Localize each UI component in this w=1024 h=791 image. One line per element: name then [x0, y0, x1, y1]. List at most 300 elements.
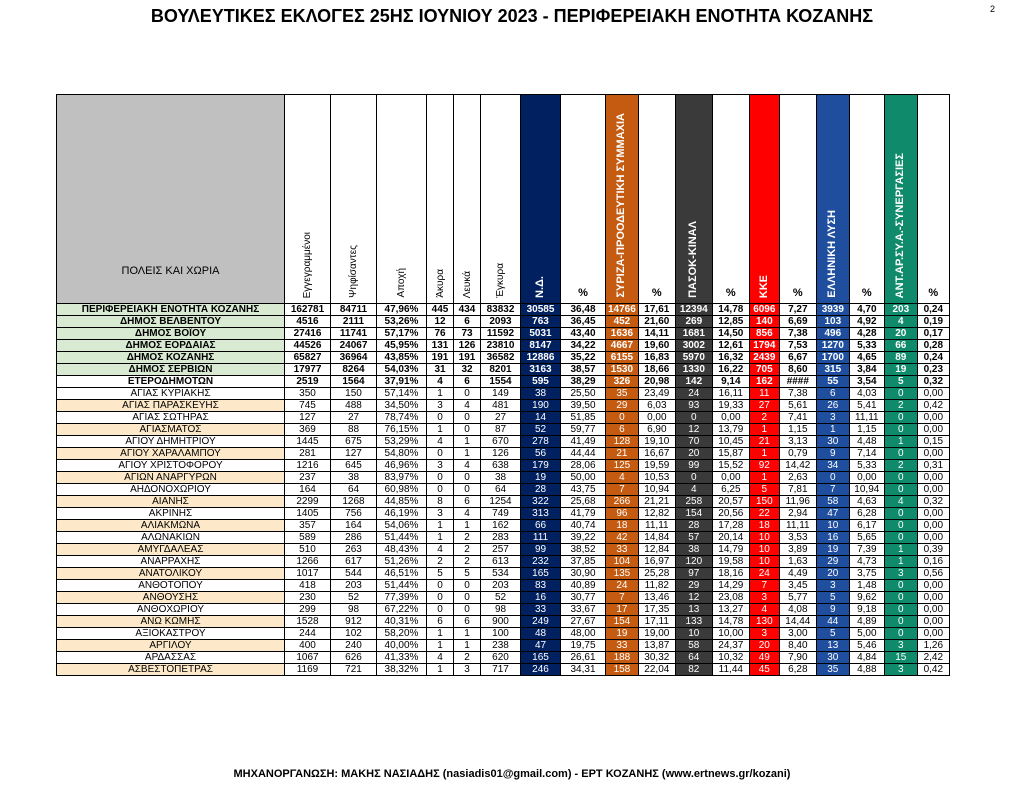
cell-kke: 6096 [749, 304, 779, 316]
cell-abst: 54,06% [377, 520, 427, 532]
cell-voted: 675 [331, 436, 377, 448]
cell-antp: 0,32 [917, 376, 949, 388]
cell-valid: 83832 [481, 304, 521, 316]
cell-kkep: 3,00 [779, 628, 816, 640]
cell-place: ΔΗΜΟΣ ΣΕΡΒΙΩΝ [57, 364, 285, 376]
cell-blank: 1 [454, 520, 481, 532]
cell-ndp: 30,90 [561, 568, 606, 580]
cell-blank: 0 [454, 424, 481, 436]
cell-syr: 7 [606, 484, 639, 496]
cell-pasp: 14,50 [712, 328, 749, 340]
cell-nd: 313 [521, 508, 561, 520]
cell-pas: 93 [675, 400, 712, 412]
cell-abst: 51,44% [377, 532, 427, 544]
cell-ant: 3 [884, 568, 917, 580]
cell-voted: 36964 [331, 352, 377, 364]
cell-ant: 0 [884, 628, 917, 640]
cell-antp: 0,00 [917, 424, 949, 436]
cell-pas: 133 [675, 616, 712, 628]
cell-pasp: 15,52 [712, 460, 749, 472]
cell-syr: 154 [606, 616, 639, 628]
cell-kke: 20 [749, 640, 779, 652]
cell-syr: 6155 [606, 352, 639, 364]
cell-pasp: 14,29 [712, 580, 749, 592]
cell-el: 3939 [816, 304, 849, 316]
cell-ant: 66 [884, 340, 917, 352]
cell-reg: 1405 [285, 508, 331, 520]
cell-syrp: 30,32 [638, 652, 675, 664]
cell-inv: 4 [427, 652, 454, 664]
cell-pasp: 10,45 [712, 436, 749, 448]
cell-place: ΑΡΓΙΛΟΥ [57, 640, 285, 652]
cell-abst: 45,95% [377, 340, 427, 352]
cell-elp: 5,65 [849, 532, 884, 544]
cell-place: ΑΚΡΙΝΗΣ [57, 508, 285, 520]
cell-syrp: 19,10 [638, 436, 675, 448]
cell-place: ΑΗΔΟΝΟΧΩΡΙΟΥ [57, 484, 285, 496]
cell-inv: 131 [427, 340, 454, 352]
cell-reg: 589 [285, 532, 331, 544]
table-row [57, 640, 950, 652]
cell-antp: 0,00 [917, 580, 949, 592]
header-syriza: ΣΥΡΙΖΑ-ΠΡΟΟΔΕΥΤΙΚΗ ΣΥΜΜΑΧΙΑ [606, 95, 639, 304]
cell-ant: 19 [884, 364, 917, 376]
cell-nd: 190 [521, 400, 561, 412]
cell-ndp: 43,75 [561, 484, 606, 496]
cell-kkep: 3,45 [779, 580, 816, 592]
cell-syr: 125 [606, 460, 639, 472]
cell-kkep: 4,49 [779, 568, 816, 580]
cell-kkep: 6,28 [779, 664, 816, 676]
cell-reg: 164 [285, 484, 331, 496]
header-nd: Ν.Δ. [521, 95, 561, 304]
cell-blank: 4 [454, 508, 481, 520]
cell-abst: 48,43% [377, 544, 427, 556]
cell-voted: 24067 [331, 340, 377, 352]
header-registered: Εγγεγραμμένοι [285, 95, 331, 304]
cell-syr: 188 [606, 652, 639, 664]
cell-kke: 3 [749, 592, 779, 604]
cell-voted: 488 [331, 400, 377, 412]
cell-pas: 258 [675, 496, 712, 508]
cell-reg: 299 [285, 604, 331, 616]
cell-syrp: 10,53 [638, 472, 675, 484]
cell-antp: 0,16 [917, 556, 949, 568]
cell-place: ΑΓΙΑΣ ΣΩΤΗΡΑΣ [57, 412, 285, 424]
cell-pas: 154 [675, 508, 712, 520]
cell-nd: 249 [521, 616, 561, 628]
cell-reg: 1017 [285, 568, 331, 580]
table-row [57, 652, 950, 664]
table-row [57, 448, 950, 460]
table-header-row [57, 95, 950, 304]
cell-abst: 57,17% [377, 328, 427, 340]
cell-antp: 1,26 [917, 640, 949, 652]
cell-inv: 5 [427, 568, 454, 580]
cell-valid: 638 [481, 460, 521, 472]
cell-el: 496 [816, 328, 849, 340]
cell-blank: 1 [454, 628, 481, 640]
cell-syr: 452 [606, 316, 639, 328]
cell-voted: 164 [331, 520, 377, 532]
cell-syrp: 22,04 [638, 664, 675, 676]
cell-reg: 418 [285, 580, 331, 592]
cell-reg: 65827 [285, 352, 331, 364]
cell-blank: 0 [454, 412, 481, 424]
header-blank: Λευκά [454, 95, 481, 304]
cell-place: ΑΓΙΑΣΜΑΤΟΣ [57, 424, 285, 436]
cell-valid: 149 [481, 388, 521, 400]
cell-abst: 34,50% [377, 400, 427, 412]
cell-inv: 0 [427, 592, 454, 604]
cell-kke: 49 [749, 652, 779, 664]
cell-abst: 41,33% [377, 652, 427, 664]
cell-inv: 0 [427, 604, 454, 616]
cell-kke: 5 [749, 484, 779, 496]
cell-inv: 3 [427, 508, 454, 520]
table-row [57, 484, 950, 496]
cell-inv: 76 [427, 328, 454, 340]
cell-pas: 97 [675, 568, 712, 580]
cell-kke: 1 [749, 448, 779, 460]
cell-antp: 0,42 [917, 664, 949, 676]
cell-elp: 4,48 [849, 436, 884, 448]
cell-voted: 27 [331, 412, 377, 424]
cell-ndp: 38,52 [561, 544, 606, 556]
cell-place: ΑΝΑΤΟΛΙΚΟΥ [57, 568, 285, 580]
cell-place: ΑΝΘΟΧΩΡΙΟΥ [57, 604, 285, 616]
cell-valid: 283 [481, 532, 521, 544]
table-row [57, 460, 950, 472]
cell-blank: 2 [454, 652, 481, 664]
cell-antp: 0,31 [917, 460, 949, 472]
cell-el: 6 [816, 388, 849, 400]
cell-abst: 67,22% [377, 604, 427, 616]
cell-syrp: 19,59 [638, 460, 675, 472]
cell-elp: 4,92 [849, 316, 884, 328]
cell-pasp: 13,27 [712, 604, 749, 616]
cell-elp: 7,14 [849, 448, 884, 460]
cell-reg: 281 [285, 448, 331, 460]
cell-antp: 0,00 [917, 532, 949, 544]
cell-syr: 19 [606, 628, 639, 640]
cell-ant: 0 [884, 448, 917, 460]
cell-syr: 4 [606, 472, 639, 484]
cell-blank: 2 [454, 556, 481, 568]
cell-place: ΑΓΙΟΥ ΔΗΜΗΤΡΙΟΥ [57, 436, 285, 448]
cell-ndp: 38,29 [561, 376, 606, 388]
cell-kke: 140 [749, 316, 779, 328]
cell-inv: 3 [427, 400, 454, 412]
cell-pas: 99 [675, 460, 712, 472]
cell-valid: 749 [481, 508, 521, 520]
cell-reg: 745 [285, 400, 331, 412]
cell-pas: 12 [675, 592, 712, 604]
cell-voted: 2111 [331, 316, 377, 328]
cell-antp: 0,00 [917, 628, 949, 640]
table-row [57, 544, 950, 556]
cell-abst: 44,85% [377, 496, 427, 508]
table-row [57, 436, 950, 448]
cell-abst: 54,03% [377, 364, 427, 376]
cell-reg: 2299 [285, 496, 331, 508]
cell-elp: 10,94 [849, 484, 884, 496]
cell-place: ΑΝΘΟΤΟΠΟΥ [57, 580, 285, 592]
cell-pasp: 13,79 [712, 424, 749, 436]
cell-voted: 626 [331, 652, 377, 664]
cell-pas: 82 [675, 664, 712, 676]
cell-reg: 27416 [285, 328, 331, 340]
cell-ndp: 34,31 [561, 664, 606, 676]
cell-el: 1700 [816, 352, 849, 364]
cell-pas: 70 [675, 436, 712, 448]
cell-voted: 127 [331, 448, 377, 460]
cell-pasp: 10,00 [712, 628, 749, 640]
cell-kkep: 11,96 [779, 496, 816, 508]
cell-kke: 130 [749, 616, 779, 628]
cell-ndp: 19,75 [561, 640, 606, 652]
cell-antp: 0,56 [917, 568, 949, 580]
cell-ant: 0 [884, 388, 917, 400]
cell-reg: 230 [285, 592, 331, 604]
cell-pas: 269 [675, 316, 712, 328]
cell-pas: 57 [675, 532, 712, 544]
cell-pas: 3002 [675, 340, 712, 352]
cell-ant: 15 [884, 652, 917, 664]
cell-blank: 0 [454, 484, 481, 496]
cell-ndp: 25,68 [561, 496, 606, 508]
cell-reg: 400 [285, 640, 331, 652]
cell-syrp: 13,46 [638, 592, 675, 604]
cell-kke: 27 [749, 400, 779, 412]
cell-elp: 3,75 [849, 568, 884, 580]
cell-syr: 42 [606, 532, 639, 544]
cell-voted: 150 [331, 388, 377, 400]
cell-abst: 51,26% [377, 556, 427, 568]
cell-inv: 0 [427, 412, 454, 424]
cell-kke: 22 [749, 508, 779, 520]
cell-reg: 44526 [285, 340, 331, 352]
cell-pasp: 24,37 [712, 640, 749, 652]
header-kke: ΚΚΕ [749, 95, 779, 304]
table-row [57, 388, 950, 400]
cell-valid: 64 [481, 484, 521, 496]
cell-pas: 24 [675, 388, 712, 400]
cell-antp: 0,00 [917, 592, 949, 604]
cell-antp: 0,00 [917, 520, 949, 532]
cell-blank: 0 [454, 580, 481, 592]
cell-kkep: 7,53 [779, 340, 816, 352]
cell-abst: 46,96% [377, 460, 427, 472]
cell-nd: 19 [521, 472, 561, 484]
cell-nd: 52 [521, 424, 561, 436]
header-syriza-pct: % [638, 95, 675, 304]
cell-voted: 756 [331, 508, 377, 520]
cell-blank: 126 [454, 340, 481, 352]
cell-el: 5 [816, 592, 849, 604]
cell-inv: 191 [427, 352, 454, 364]
cell-el: 13 [816, 640, 849, 652]
header-kke-pct: % [779, 95, 816, 304]
cell-nd: 83 [521, 580, 561, 592]
header-place: ΠΟΛΕΙΣ ΚΑΙ ΧΩΡΙΑ [57, 95, 285, 304]
cell-elp: 4,73 [849, 556, 884, 568]
cell-kkep: 7,27 [779, 304, 816, 316]
cell-nd: 38 [521, 388, 561, 400]
cell-abst: 40,00% [377, 640, 427, 652]
cell-place: ΠΕΡΙΦΕΡΕΙΑΚΗ ΕΝΟΤΗΤΑ ΚΟΖΑΝΗΣ [57, 304, 285, 316]
cell-voted: 52 [331, 592, 377, 604]
cell-pas: 58 [675, 640, 712, 652]
cell-valid: 613 [481, 556, 521, 568]
cell-kkep: 1,63 [779, 556, 816, 568]
cell-blank: 0 [454, 592, 481, 604]
cell-inv: 1 [427, 628, 454, 640]
cell-ndp: 39,22 [561, 532, 606, 544]
cell-place: ΑΜΥΓΔΑΛΕΑΣ [57, 544, 285, 556]
cell-syr: 0 [606, 412, 639, 424]
cell-valid: 717 [481, 664, 521, 676]
cell-antp: 0,00 [917, 412, 949, 424]
cell-voted: 102 [331, 628, 377, 640]
cell-nd: 30585 [521, 304, 561, 316]
cell-ant: 0 [884, 592, 917, 604]
cell-ant: 1 [884, 544, 917, 556]
cell-pasp: 20,56 [712, 508, 749, 520]
cell-nd: 763 [521, 316, 561, 328]
cell-voted: 263 [331, 544, 377, 556]
cell-ant: 203 [884, 304, 917, 316]
cell-syr: 18 [606, 520, 639, 532]
cell-syr: 1530 [606, 364, 639, 376]
cell-el: 5 [816, 628, 849, 640]
cell-kkep: #### [779, 376, 816, 388]
cell-kke: 150 [749, 496, 779, 508]
cell-pas: 0 [675, 412, 712, 424]
cell-ant: 0 [884, 616, 917, 628]
cell-syrp: 17,35 [638, 604, 675, 616]
cell-pas: 20 [675, 448, 712, 460]
cell-elp: 5,00 [849, 628, 884, 640]
cell-nd: 3163 [521, 364, 561, 376]
cell-ant: 0 [884, 472, 917, 484]
cell-syr: 4667 [606, 340, 639, 352]
cell-nd: 5031 [521, 328, 561, 340]
cell-abst: 46,51% [377, 568, 427, 580]
cell-syr: 326 [606, 376, 639, 388]
cell-syr: 135 [606, 568, 639, 580]
cell-valid: 11592 [481, 328, 521, 340]
results-body [57, 304, 950, 676]
cell-syrp: 16,67 [638, 448, 675, 460]
cell-reg: 1266 [285, 556, 331, 568]
cell-voted: 544 [331, 568, 377, 580]
cell-el: 35 [816, 664, 849, 676]
cell-reg: 237 [285, 472, 331, 484]
table-row [57, 376, 950, 388]
cell-inv: 1 [427, 664, 454, 676]
cell-syr: 128 [606, 436, 639, 448]
cell-blank: 6 [454, 616, 481, 628]
cell-elp: 0,00 [849, 472, 884, 484]
cell-place: ΔΗΜΟΣ ΒΕΛΒΕΝΤΟΥ [57, 316, 285, 328]
cell-el: 3 [816, 580, 849, 592]
cell-antp: 2,42 [917, 652, 949, 664]
cell-syr: 29 [606, 400, 639, 412]
cell-syrp: 21,60 [638, 316, 675, 328]
cell-place: ΑΛΩΝΑΚΙΩΝ [57, 532, 285, 544]
cell-elp: 6,28 [849, 508, 884, 520]
cell-valid: 87 [481, 424, 521, 436]
cell-el: 103 [816, 316, 849, 328]
cell-syrp: 23,49 [638, 388, 675, 400]
cell-syr: 104 [606, 556, 639, 568]
cell-blank: 191 [454, 352, 481, 364]
cell-ant: 3 [884, 640, 917, 652]
cell-elp: 7,39 [849, 544, 884, 556]
table-row [57, 304, 950, 316]
cell-place: ΑΓΙΑΣ ΠΑΡΑΣΚΕΥΗΣ [57, 400, 285, 412]
header-antarsya: ΑΝΤ.ΑΡ.ΣΥ.Α.-ΣΥΝΕΡΓΑΣΙΕΣ [884, 95, 917, 304]
cell-place: ΑΓΙΩΝ ΑΝΑΡΓΥΡΩΝ [57, 472, 285, 484]
table-row [57, 352, 950, 364]
cell-reg: 350 [285, 388, 331, 400]
cell-elp: 5,33 [849, 460, 884, 472]
cell-syrp: 12,82 [638, 508, 675, 520]
cell-el: 58 [816, 496, 849, 508]
table-row [57, 580, 950, 592]
cell-pasp: 14,79 [712, 544, 749, 556]
cell-abst: 53,29% [377, 436, 427, 448]
cell-syrp: 11,11 [638, 520, 675, 532]
cell-abst: 57,14% [377, 388, 427, 400]
cell-syr: 17 [606, 604, 639, 616]
cell-abst: 76,15% [377, 424, 427, 436]
cell-syr: 158 [606, 664, 639, 676]
cell-kkep: 7,41 [779, 412, 816, 424]
cell-pasp: 0,00 [712, 472, 749, 484]
cell-syr: 33 [606, 640, 639, 652]
cell-kke: 1794 [749, 340, 779, 352]
cell-ndp: 25,50 [561, 388, 606, 400]
cell-ant: 0 [884, 532, 917, 544]
cell-reg: 127 [285, 412, 331, 424]
cell-el: 47 [816, 508, 849, 520]
cell-elp: 4,88 [849, 664, 884, 676]
cell-place: ΑΛΙΑΚΜΩΝΑ [57, 520, 285, 532]
header-abstention: Αποχή [377, 95, 427, 304]
cell-place: ΑΝΑΡΡΑΧΗΣ [57, 556, 285, 568]
cell-kke: 1 [749, 424, 779, 436]
cell-inv: 2 [427, 556, 454, 568]
cell-voted: 286 [331, 532, 377, 544]
cell-el: 20 [816, 568, 849, 580]
cell-nd: 12886 [521, 352, 561, 364]
cell-pas: 4 [675, 484, 712, 496]
cell-pasp: 19,58 [712, 556, 749, 568]
cell-abst: 51,44% [377, 580, 427, 592]
cell-pas: 28 [675, 520, 712, 532]
cell-ndp: 36,48 [561, 304, 606, 316]
cell-voted: 64 [331, 484, 377, 496]
cell-ndp: 41,79 [561, 508, 606, 520]
cell-reg: 369 [285, 424, 331, 436]
cell-ant: 0 [884, 424, 917, 436]
cell-kkep: 7,81 [779, 484, 816, 496]
cell-inv: 1 [427, 388, 454, 400]
cell-kke: 21 [749, 436, 779, 448]
cell-kke: 10 [749, 544, 779, 556]
